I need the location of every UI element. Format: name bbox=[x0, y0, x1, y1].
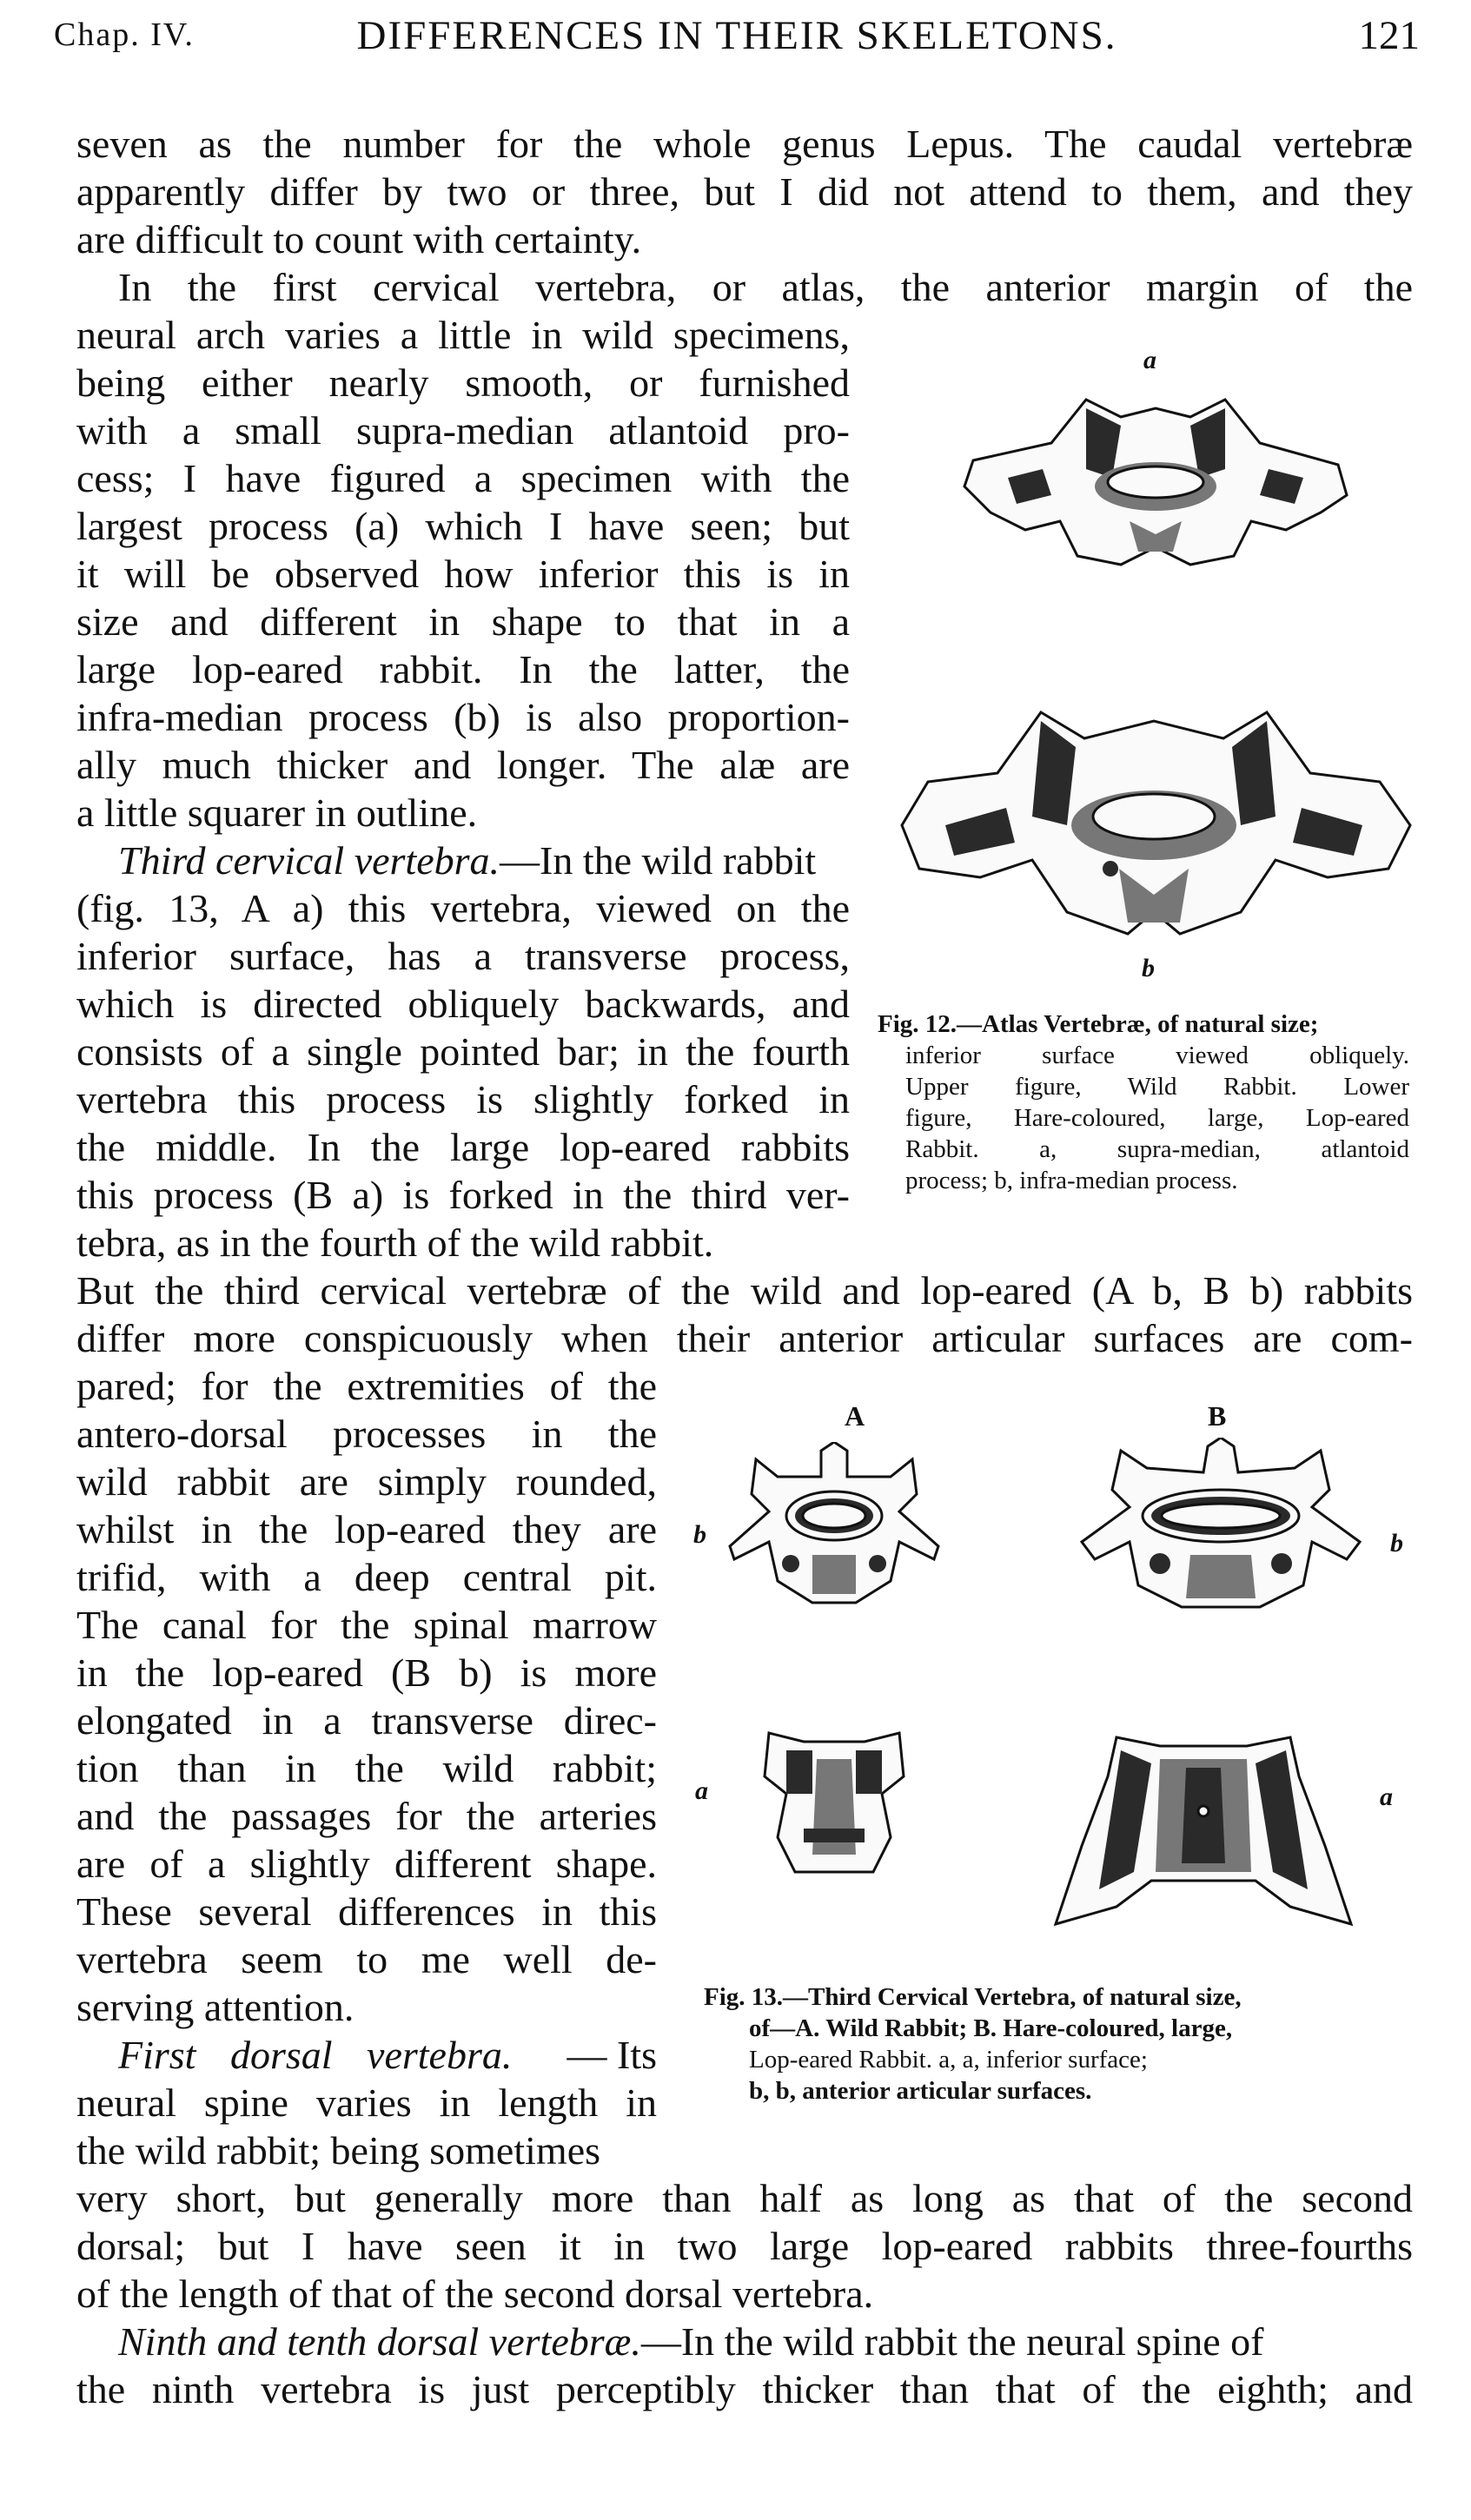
fig13-caption-line: Fig. 13.—Third Cervical Vertebra, of natural size, bbox=[704, 1983, 1242, 2011]
text-line: neural spine varies in length in bbox=[76, 2080, 657, 2125]
fig13-label-A: A bbox=[845, 1400, 865, 1432]
fig13-label-b-right: b bbox=[1390, 1529, 1403, 1558]
text-line: this process (B a) is forked in the third ver- bbox=[76, 1173, 850, 1217]
text-line: the wild rabbit; being sometimes bbox=[76, 2128, 601, 2173]
fig12-caption-line: Rabbit. a, supra-median, atlantoid bbox=[905, 1135, 1409, 1163]
section-heading: Ninth and tenth dorsal vertebræ. bbox=[118, 2319, 641, 2364]
text-line: largest process (a) which I have seen; but bbox=[76, 504, 850, 548]
text-line: are difficult to count with certainty. bbox=[76, 217, 642, 261]
fig13-label-B: B bbox=[1208, 1400, 1227, 1432]
vertebra-lop-eared-inferior-illustration bbox=[1038, 1724, 1368, 1933]
text-line: antero-dorsal processes in the bbox=[76, 1412, 657, 1456]
text-line: the ninth vertebra is just perceptibly thicker than that of the eighth; and bbox=[76, 2367, 1413, 2411]
text-line: being either nearly smooth, or furnished bbox=[76, 360, 850, 405]
fig12-label-b: b bbox=[1142, 954, 1155, 982]
fig13-label-a-right: a bbox=[1380, 1783, 1393, 1811]
text-run: —In the wild rabbit bbox=[500, 838, 817, 883]
fig13-label-a-left: a bbox=[695, 1776, 708, 1805]
text-line: with a small supra-median atlantoid pro- bbox=[76, 408, 850, 453]
text-line: inferior surface, has a transverse process, bbox=[76, 934, 850, 978]
text-line: serving attention. bbox=[76, 1985, 354, 2029]
text-line: tebra, as in the fourth of the wild rabbit. bbox=[76, 1220, 714, 1265]
text-line: vertebra seem to me well de- bbox=[76, 1937, 657, 1981]
section-heading: Third cervical vertebra. bbox=[118, 838, 500, 883]
text-line: consists of a single pointed bar; in the fourth bbox=[76, 1029, 850, 1074]
vertebra-wild-anterior-illustration bbox=[726, 1442, 943, 1616]
text-line bbox=[118, 2031, 657, 2080]
text-line: tion than in the wild rabbit; bbox=[76, 1746, 657, 1790]
text-line: which is directed obliquely backwards, and bbox=[76, 982, 850, 1026]
text-line: differ more conspicuously when their anterior articular surfaces are com- bbox=[76, 1316, 1413, 1360]
text-line: pared; for the extremities of the bbox=[76, 1364, 657, 1408]
vertebra-wild-inferior-illustration bbox=[752, 1724, 917, 1881]
text-line: infra-median process (b) is also proportion- bbox=[76, 695, 850, 739]
text-line: seven as the number for the whole genus Lepus. The caudal vertebræ bbox=[76, 122, 1413, 166]
text-line: These several differences in this bbox=[76, 1889, 657, 1934]
fig12-caption-line: process; b, infra-median process. bbox=[905, 1167, 1238, 1194]
text-line: The canal for the spinal marrow bbox=[76, 1603, 657, 1647]
fig13-caption-line: Lop-eared Rabbit. a, a, inferior surface; bbox=[749, 2046, 1148, 2074]
text-line bbox=[118, 837, 816, 885]
text-line: But the third cervical vertebræ of the wild and lop-eared (A b, B b) rabbits bbox=[76, 1268, 1413, 1313]
text-line: apparently differ by two or three, but I did not attend to them, and they bbox=[76, 169, 1413, 214]
fig13-caption-line: of—A. Wild Rabbit; B. Hare-coloured, large, bbox=[749, 2014, 1233, 2042]
text-line: elongated in a transverse direc- bbox=[76, 1698, 657, 1743]
text-line: are of a slightly different shape. bbox=[76, 1842, 657, 1886]
text-line: whilst in the lop-eared they are bbox=[76, 1507, 657, 1551]
text-line: and the passages for the arteries bbox=[76, 1794, 657, 1838]
text-line: wild rabbit are simply rounded, bbox=[76, 1459, 657, 1504]
text-line: large lop-eared rabbit. In the latter, the bbox=[76, 647, 850, 691]
page-number: 121 bbox=[1358, 13, 1420, 58]
text-line: a little squarer in outline. bbox=[76, 790, 478, 835]
text-line: vertebra this process is slightly forked in bbox=[76, 1077, 850, 1121]
fig12-label-a: a bbox=[1143, 346, 1156, 374]
text-line: the middle. In the large lop-eared rabbits bbox=[76, 1125, 850, 1169]
text-line: neural arch varies a little in wild specimens, bbox=[76, 313, 850, 357]
text-run: —In the wild rabbit the neural spine of bbox=[640, 2319, 1264, 2364]
text-line: it will be observed how inferior this is in bbox=[76, 552, 850, 596]
running-header bbox=[54, 12, 1420, 68]
section-heading: First dorsal vertebra. bbox=[118, 2033, 513, 2077]
text-line: very short, but generally more than half as long as that of the second bbox=[76, 2176, 1413, 2220]
text-line: In the first cervical vertebra, or atlas, the anterior margin of the bbox=[118, 265, 1413, 309]
atlas-vertebra-wild-illustration bbox=[956, 382, 1355, 591]
text-line: in the lop-eared (B b) is more bbox=[76, 1650, 657, 1695]
fig12-caption-line: inferior surface viewed obliquely. bbox=[905, 1042, 1409, 1069]
text-line bbox=[118, 2318, 1263, 2366]
text-run: — Its bbox=[567, 2033, 657, 2077]
text-line: trifid, with a deep central pit. bbox=[76, 1555, 657, 1599]
text-line: size and different in shape to that in a bbox=[76, 599, 850, 644]
chapter-label: Chap. IV. bbox=[54, 17, 195, 53]
fig12-caption-line: figure, Hare-coloured, large, Lop-eared bbox=[905, 1104, 1409, 1132]
vertebra-lop-eared-anterior-illustration bbox=[1077, 1438, 1364, 1620]
text-line: of the length of that of the second dorsal vertebra. bbox=[76, 2272, 874, 2316]
fig13-label-b-left: b bbox=[693, 1520, 706, 1549]
fig12-caption-line: Fig. 12.—Atlas Vertebræ, of natural size; bbox=[878, 1010, 1319, 1038]
text-line: cess; I have figured a specimen with the bbox=[76, 456, 850, 500]
fig13-caption-line: b, b, anterior articular surfaces. bbox=[749, 2077, 1092, 2105]
text-line: dorsal; but I have seen it in two large lop-eared rabbits three-fourths bbox=[76, 2224, 1413, 2268]
text-line: ally much thicker and longer. The alæ are bbox=[76, 743, 850, 787]
atlas-vertebra-lop-eared-illustration bbox=[893, 695, 1415, 947]
page-title: DIFFERENCES IN THEIR SKELETONS. bbox=[356, 13, 1117, 58]
text-line: (fig. 13, A a) this vertebra, viewed on the bbox=[76, 886, 850, 930]
fig12-caption-line: Upper figure, Wild Rabbit. Lower bbox=[905, 1073, 1409, 1101]
